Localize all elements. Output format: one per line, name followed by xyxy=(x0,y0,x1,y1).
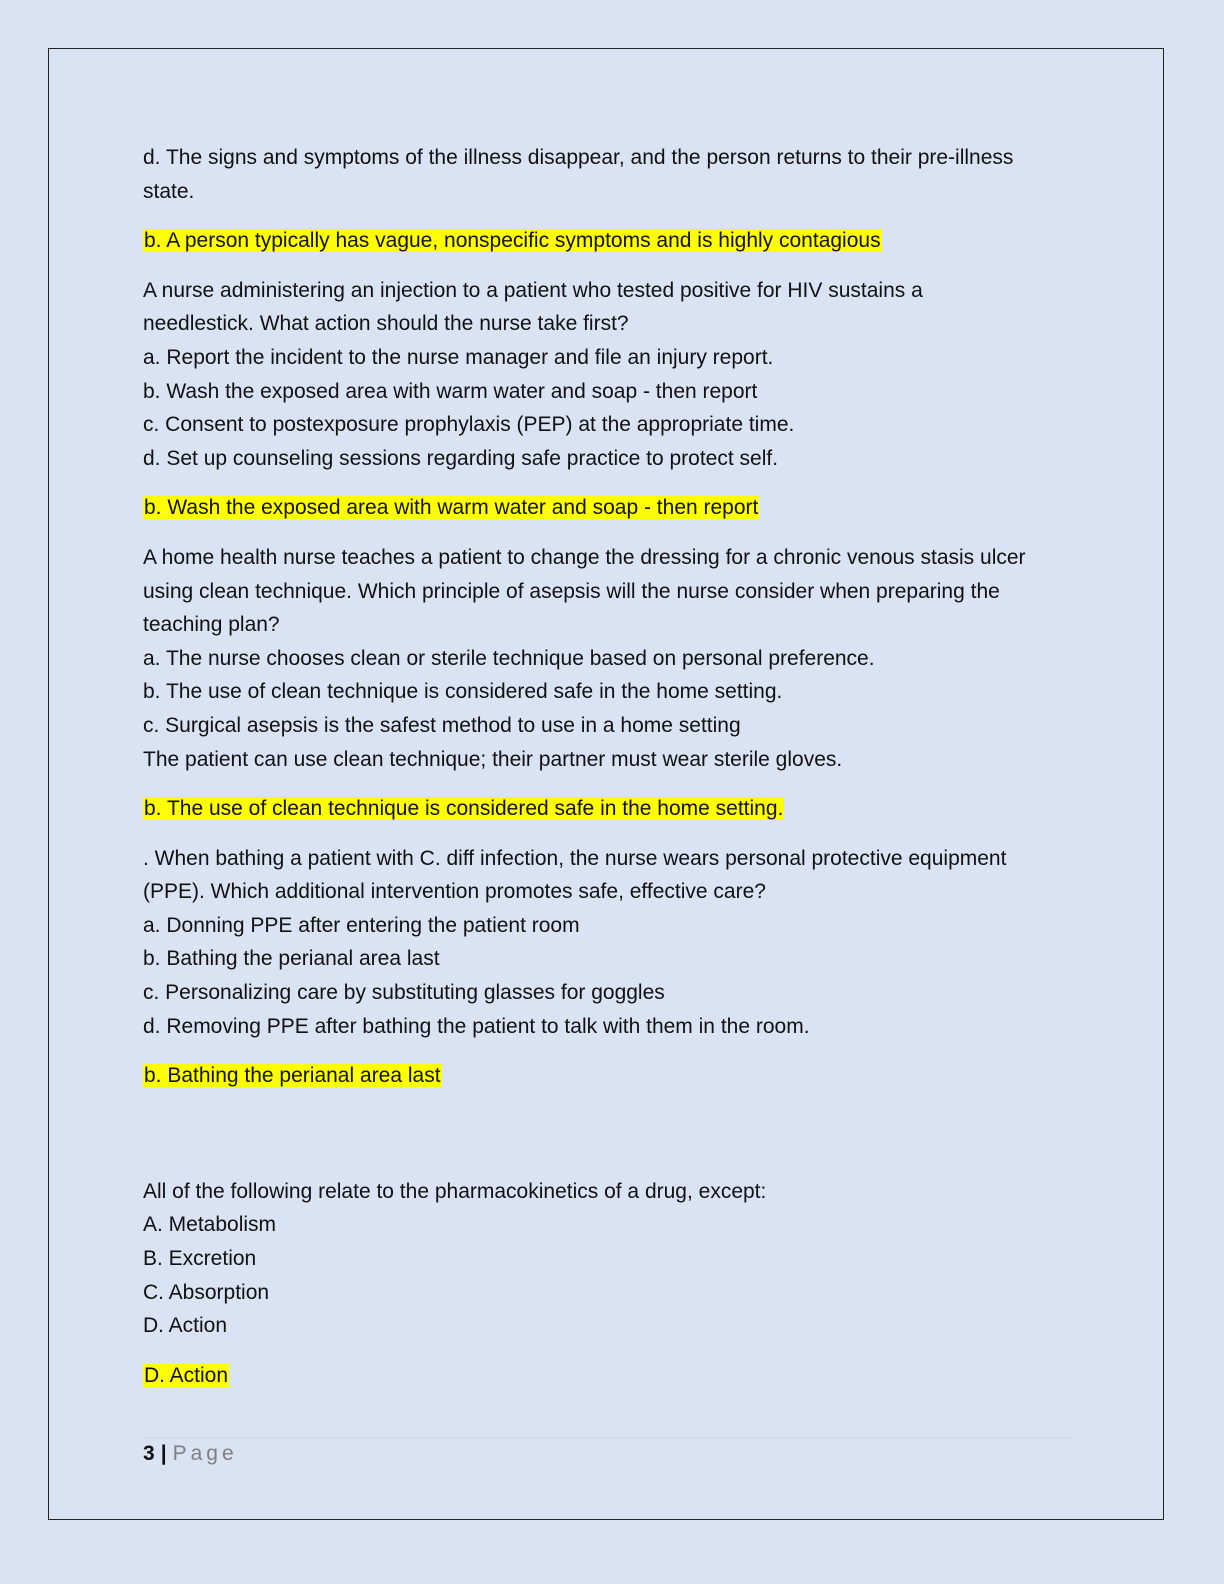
highlighted-answer: b. A person typically has vague, nonspecific symptoms and is highly contagious xyxy=(144,229,881,253)
option-d: D. Action xyxy=(143,1314,228,1338)
footer-separator: | xyxy=(160,1442,167,1465)
question-continuation xyxy=(143,141,1063,208)
question-clean-technique xyxy=(143,541,1063,776)
option-b: b. Wash the exposed area with warm water and soap - then report xyxy=(143,379,758,403)
option-a: a. Donning PPE after entering the patient room xyxy=(143,913,580,937)
option-b: b. The use of clean technique is considered safe in the home setting. xyxy=(143,680,783,704)
question-stem: using clean technique. Which principle of asepsis will the nurse consider when preparing the xyxy=(143,579,1000,603)
question-stem: A nurse administering an injection to a patient who tested positive for HIV sustains a xyxy=(143,278,923,302)
answer-line xyxy=(143,491,1063,525)
highlighted-answer: b. Bathing the perianal area last xyxy=(144,1064,441,1088)
question-stem: needlestick. What action should the nurse take first? xyxy=(143,312,629,336)
highlighted-answer: b. Wash the exposed area with warm water and soap - then report xyxy=(144,496,759,520)
blank-space xyxy=(143,1109,1063,1175)
question-pharmacokinetics xyxy=(143,1175,1063,1343)
option-b: B. Excretion xyxy=(143,1247,257,1271)
answer-line xyxy=(143,1059,1063,1093)
option-d: The patient can use clean technique; their partner must wear sterile gloves. xyxy=(143,747,843,771)
question-stem: All of the following relate to the pharmacokinetics of a drug, except: xyxy=(143,1179,767,1203)
option-c: C. Absorption xyxy=(143,1280,270,1304)
page-number: 3 xyxy=(143,1442,155,1465)
question-stem: A home health nurse teaches a patient to change the dressing for a chronic venous stasis ulcer xyxy=(143,545,1026,569)
question-c-diff-bathing xyxy=(143,842,1063,1044)
question-hiv-needlestick xyxy=(143,274,1063,476)
option-d: d. Set up counseling sessions regarding safe practice to protect self. xyxy=(143,446,779,470)
option-c: c. Surgical asepsis is the safest method to use in a home setting xyxy=(143,713,741,737)
answer-line xyxy=(143,792,1063,826)
question-stem: (PPE). Which additional intervention promotes safe, effective care? xyxy=(143,880,766,904)
question-stem: teaching plan? xyxy=(143,613,280,637)
page-footer xyxy=(143,1440,238,1468)
option-d: d. Removing PPE after bathing the patient to talk with them in the room. xyxy=(143,1014,810,1038)
footer-divider xyxy=(143,1437,1073,1438)
text-line: d. The signs and symptoms of the illness disappear, and the person returns to their pre-illness xyxy=(143,146,1014,169)
option-a: A. Metabolism xyxy=(143,1213,277,1237)
highlighted-answer: b. The use of clean technique is considered safe in the home setting. xyxy=(144,797,784,821)
highlighted-answer: D. Action xyxy=(144,1363,229,1387)
answer-line xyxy=(143,224,1063,258)
option-b: b. Bathing the perianal area last xyxy=(143,947,440,971)
text-line: state. xyxy=(143,179,195,203)
option-a: a. The nurse chooses clean or sterile technique based on personal preference. xyxy=(143,646,875,670)
answer-line xyxy=(143,1359,1063,1393)
option-c: c. Consent to postexposure prophylaxis (PEP) at the appropriate time. xyxy=(143,413,795,437)
option-a: a. Report the incident to the nurse manager and file an injury report. xyxy=(143,345,774,369)
document-body xyxy=(143,141,1063,1408)
page-label: Page xyxy=(172,1442,238,1465)
question-stem: . When bathing a patient with C. diff infection, the nurse wears personal protective equipment xyxy=(143,846,1007,870)
option-c: c. Personalizing care by substituting glasses for goggles xyxy=(143,981,665,1005)
